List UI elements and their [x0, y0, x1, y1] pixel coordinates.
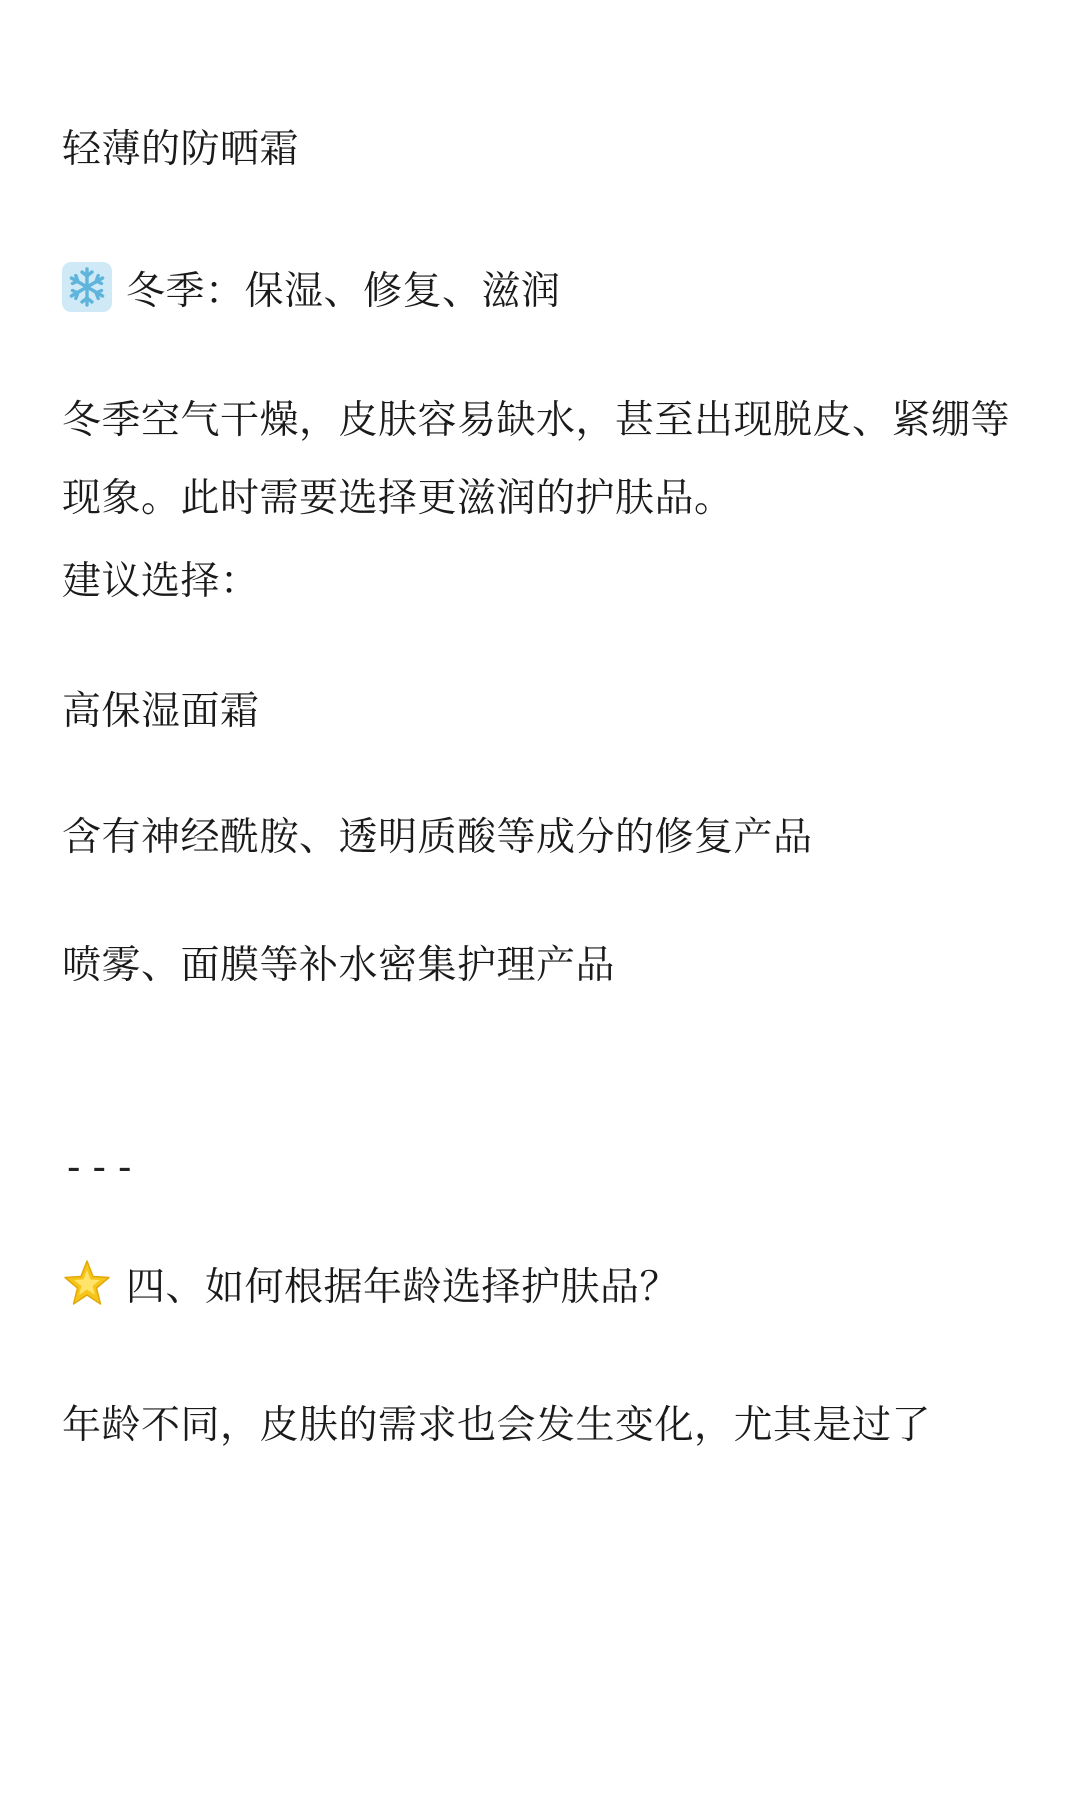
age-heading	[62, 1250, 1042, 1326]
list-item: 含有神经酰胺、透明质酸等成分的修复产品	[62, 815, 813, 860]
winter-heading	[62, 254, 1042, 330]
snowflake-icon	[62, 262, 112, 312]
sunscreen-item: 轻薄的防晒霜	[62, 127, 300, 172]
section-separator: ---	[62, 1145, 139, 1190]
star-icon	[62, 1258, 112, 1308]
winter-description: 冬季空气干燥，皮肤容易缺水，甚至出现脱皮、紧绷等现象。此时需要选择更滋润的护肤品。	[62, 398, 1011, 521]
age-description: 年龄不同，皮肤的需求也会发生变化，尤其是过了	[62, 1403, 932, 1448]
list-item: 喷雾、面膜等补水密集护理产品	[62, 943, 616, 988]
suggest-label: 建议选择：	[62, 559, 260, 604]
list-item: 高保湿面霜	[62, 689, 260, 734]
winter-heading-text: 冬季：保湿、修复、滋润	[126, 269, 561, 314]
age-heading-text: 四、如何根据年龄选择护肤品？	[126, 1265, 680, 1310]
